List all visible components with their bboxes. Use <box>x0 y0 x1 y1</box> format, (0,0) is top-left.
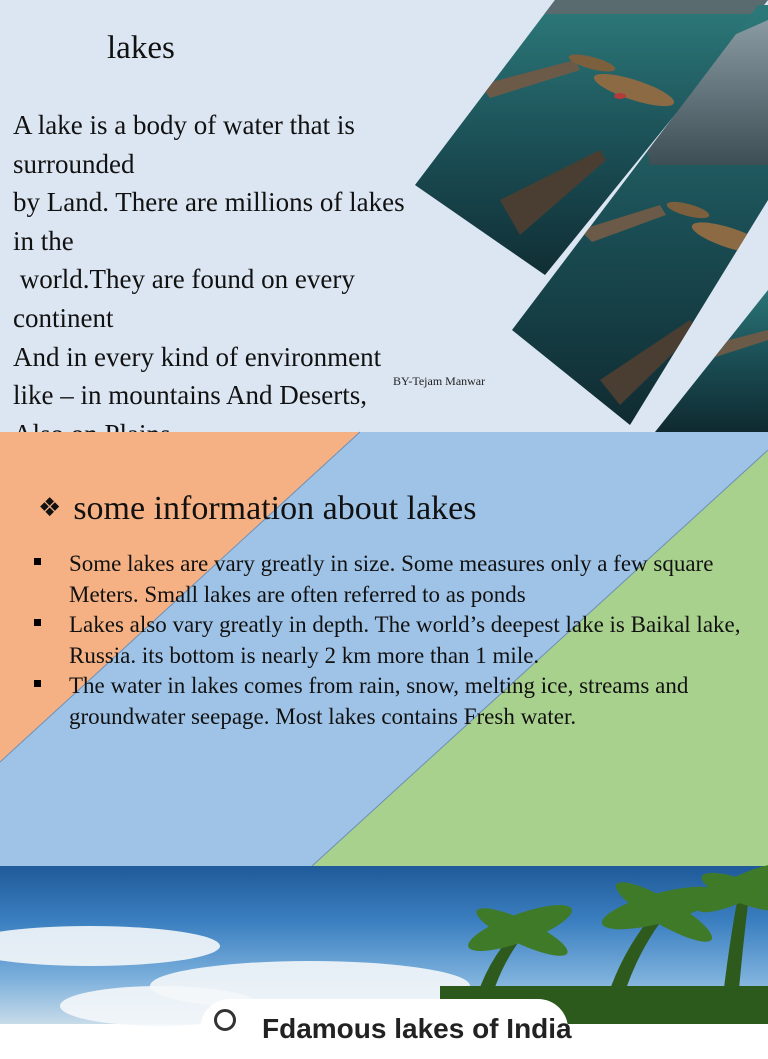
intro-line: A lake is a body of water that is <box>13 110 355 140</box>
bullet-text: Some lakes are vary greatly in size. Some measures only a few square Meters. Small lakes are often referred to as ponds <box>69 551 714 607</box>
list-item <box>32 671 742 732</box>
info-heading-text: some information about lakes <box>73 490 477 527</box>
intro-paragraph <box>13 106 486 453</box>
intro-line: And in every kind of environment <box>13 341 382 372</box>
intro-line: continent <box>13 302 114 333</box>
slide-lakes-intro <box>0 0 768 432</box>
list-item <box>32 610 742 671</box>
intro-line: surrounded <box>13 148 135 179</box>
slide-famous-lakes <box>0 866 768 1044</box>
diamond-bullet-icon: ❖ <box>38 493 62 523</box>
info-bullet-list <box>32 549 742 733</box>
bullet-text: Lakes also vary greatly in depth. The world’s deepest lake is Baikal lake, Russia. its bottom is nearly 2 km more than 1 mile. <box>69 612 741 668</box>
intro-line: by Land. There are millions of lakes <box>13 187 405 218</box>
caption-pill <box>200 999 572 1059</box>
intro-line: in the <box>13 225 74 256</box>
intro-line: world.They are found on every <box>13 264 355 295</box>
square-bullet-icon <box>34 619 41 626</box>
author-byline: BY-Tejam Manwar <box>393 374 486 388</box>
list-item <box>32 549 742 610</box>
intro-line: like – in mountains And Deserts, <box>13 380 367 411</box>
square-bullet-icon <box>34 680 41 687</box>
bullet-circle-icon <box>214 1009 236 1031</box>
bullet-text: The water in lakes comes from rain, snow, melting ice, streams and groundwater seepage. Most lakes contains Fresh water. <box>69 673 689 729</box>
square-bullet-icon <box>34 558 41 565</box>
info-heading <box>38 490 477 528</box>
slide-title: lakes <box>107 30 175 66</box>
slide-lake-information <box>0 432 768 866</box>
caption-text: Fdamous lakes of India <box>262 1013 572 1044</box>
